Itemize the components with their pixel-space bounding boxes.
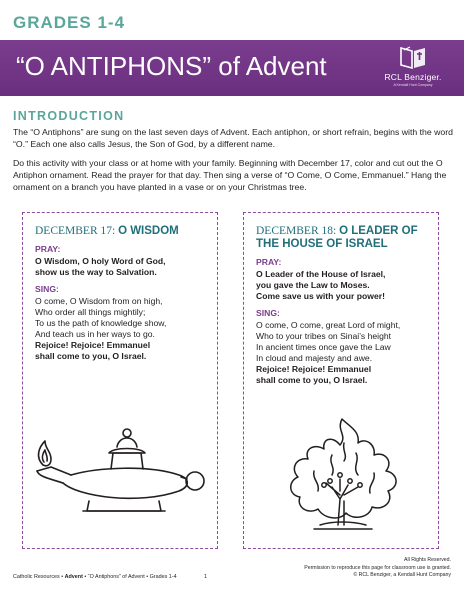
intro-paragraph-2: Do this activity with your class or at home with your family. Beginning with December 17, color and cut out the O Antiphon ornament. Read the prayer for that day. Then sing a verse of “O Come, O Come, Emmanuel.” Hang the ornament on a branch you have planted in a vase or on your Christmas tree. (13, 158, 447, 192)
prayer-text: O Leader of the House of Israel, you gave the Law to Moses. Come save us with your power! (256, 269, 386, 301)
title-banner (0, 40, 464, 96)
grades-label: GRADES 1-4 (13, 13, 126, 32)
ornament-card-leader (243, 212, 439, 549)
ornament-card-wisdom (22, 212, 218, 549)
verse-text: O come, O Wisdom from on high, Who order all things mightily; To us the path of knowledge show, And teach us in her ways to go. (35, 296, 167, 339)
sing-label: SING: (35, 284, 59, 294)
card-heading: DECEMBER 18: O LEADER OF THE HOUSE OF ISRAEL (256, 225, 418, 250)
logo-subtitle: A Kendall Hunt Company (393, 83, 433, 87)
refrain-text: Rejoice! Rejoice! Emmanuel shall come to you, O Israel. (256, 364, 372, 385)
burning-bush-icon (274, 413, 410, 531)
publisher-logo (370, 44, 456, 94)
oil-lamp-icon (29, 413, 211, 523)
card-heading: DECEMBER 17: O WISDOM (35, 225, 179, 237)
book-logo-icon (398, 44, 428, 70)
refrain-text: Rejoice! Rejoice! Emmanuel shall come to you, O Israel. (35, 340, 151, 361)
intro-heading: INTRODUCTION (13, 109, 125, 123)
verse-text: O come, O come, great Lord of might, Who to your tribes on Sinai’s height In ancient times once gave the Law In cloud and majesty and awe. (256, 320, 401, 363)
page-number: 1 (204, 574, 207, 580)
sing-label: SING: (256, 308, 280, 318)
page-title: “O ANTIPHONS” of Advent (16, 51, 327, 81)
intro-paragraph-1: The “O Antiphons” are sung on the last seven days of Advent. Each antiphon, or short refrain, begins with the word “O.” Each one also calls Jesus, the Son of God, by a different name. (13, 127, 453, 149)
pray-label: PRAY: (256, 257, 282, 267)
logo-brand: RCL Benziger. (384, 72, 442, 82)
copyright-notice: All Rights Reserved. Permission to reproduce this page for classroom use is granted. © RCL Benziger, a Kendall Hunt Company (304, 557, 451, 578)
pray-label: PRAY: (35, 244, 61, 254)
footer-breadcrumb: Catholic Resources • Advent • “O Antiphons” of Advent • Grades 1-4 (13, 574, 177, 580)
prayer-text: O Wisdom, O holy Word of God, show us the way to Salvation. (35, 256, 166, 277)
